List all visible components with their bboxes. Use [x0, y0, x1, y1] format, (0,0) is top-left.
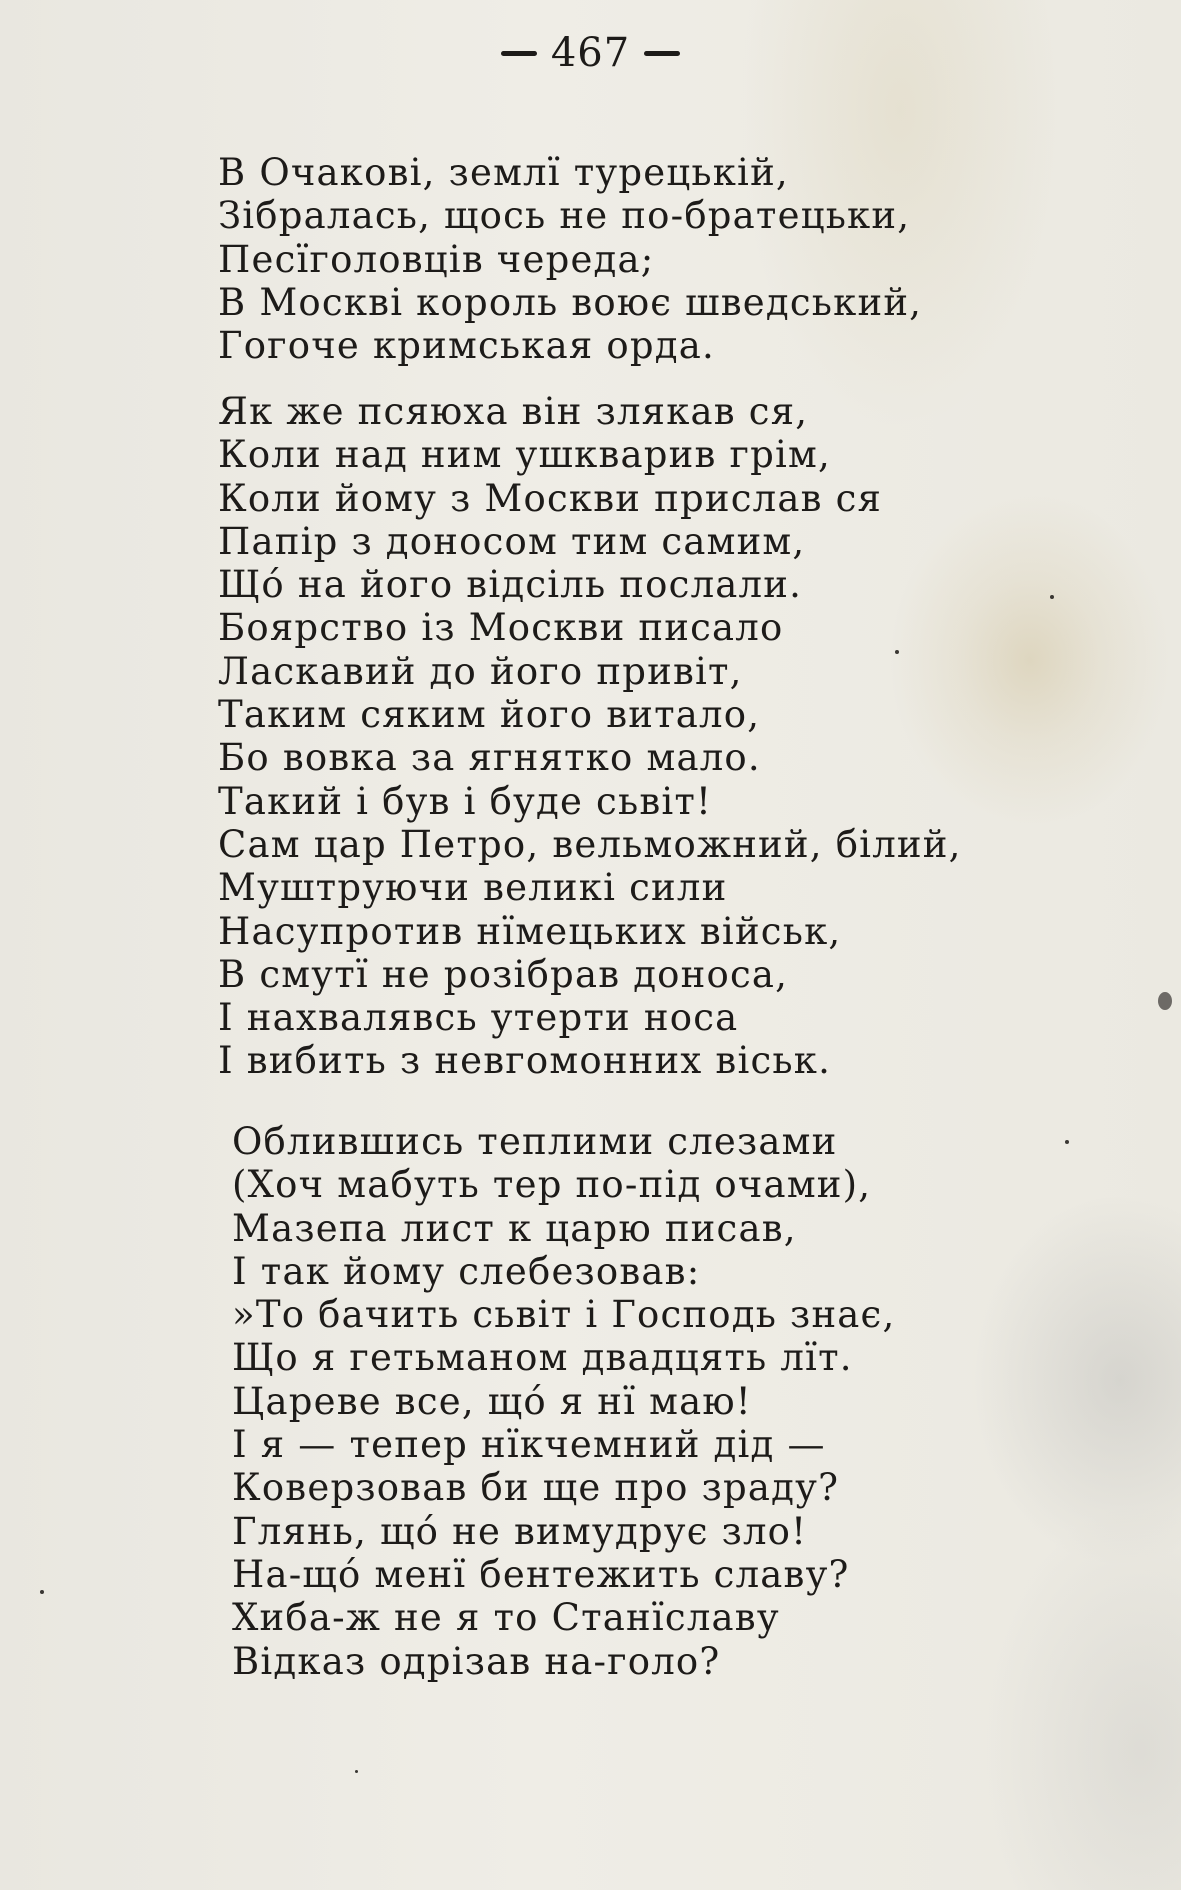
- stanza-1: [218, 151, 922, 367]
- poem-line: І я — тепер нїкчемний дід —: [232, 1423, 826, 1467]
- paper-speck: [895, 650, 899, 654]
- poem-line: »То бачить сьвіт і Господь знає,: [232, 1293, 896, 1337]
- paper-speck: [1050, 595, 1054, 599]
- poem-line: Як же псяюха він злякав ся,: [218, 390, 809, 433]
- paper-speck: [355, 1770, 358, 1773]
- poem-line: Песїголовців череда;: [218, 237, 655, 281]
- poem-line: Щó на його відсіль послали.: [218, 563, 803, 607]
- poem-line: Боярство із Москви писало: [218, 606, 784, 650]
- poem-line: В смутї не розібрав доноса,: [218, 952, 789, 996]
- poem-line: Таким сяким його витало,: [218, 693, 761, 737]
- poem-line: Коверзовав би ще про зраду?: [232, 1466, 840, 1510]
- poem-line: Коли над ним ушкварив грім,: [218, 433, 831, 477]
- poem-line: Хиба-ж не я то Станїславу: [232, 1596, 780, 1640]
- poem-line: Зібралась, щось не по-братецьки,: [218, 194, 911, 238]
- poem-line: Облившись теплими слезами: [232, 1120, 838, 1163]
- poem-line: Муштруючи великі сили: [218, 866, 728, 910]
- paper-speck: [1158, 992, 1172, 1010]
- poem-line: Що я гетьманом двадцять лїт.: [232, 1336, 853, 1380]
- poem-line: Бо вовка за ягнятко мало.: [218, 736, 761, 780]
- paper-speck: [40, 1590, 44, 1594]
- poem-line: І так йому слебезовав:: [232, 1249, 701, 1293]
- poem-line: На-щó менї бентежить славу?: [232, 1552, 850, 1596]
- poem-line: І вибить з невгомонних віськ.: [218, 1039, 832, 1083]
- poem-line: Гогоче кримськая орда.: [218, 324, 715, 368]
- poem-line: В Очакові, землї турецькій,: [218, 151, 789, 194]
- stanza-2: [218, 390, 962, 1083]
- page-number-text: 467: [550, 30, 631, 76]
- poem-line: (Хоч мабуть тер по-під очами),: [232, 1163, 872, 1207]
- paper-speck: [1065, 1140, 1069, 1144]
- poem-line: Такий і був і буде сьвіт!: [218, 779, 713, 823]
- poem-line: Цареве все, щó я нї маю!: [232, 1379, 752, 1423]
- poem-line: Коли йому з Москви прислав ся: [218, 476, 883, 520]
- poem-line: Сам цар Петро, вельможний, білий,: [218, 822, 962, 866]
- poem-line: Відказ одрізав на-голо?: [232, 1639, 721, 1683]
- stanza-3: [232, 1120, 895, 1683]
- poem-line: Насупротив нїмецьких військ,: [218, 909, 842, 953]
- poem-line: В Москві король воює шведський,: [218, 280, 923, 324]
- poem-line: Мазепа лист к царю писав,: [232, 1206, 797, 1250]
- poem-line: Глянь, щó не вимудрує зло!: [232, 1509, 808, 1553]
- poem-line: Папір з доносом тим самим,: [218, 519, 806, 563]
- poem-line: І нахвалявсь утерти носа: [218, 996, 739, 1040]
- poem-line: Ласкавий до його привіт,: [218, 649, 743, 693]
